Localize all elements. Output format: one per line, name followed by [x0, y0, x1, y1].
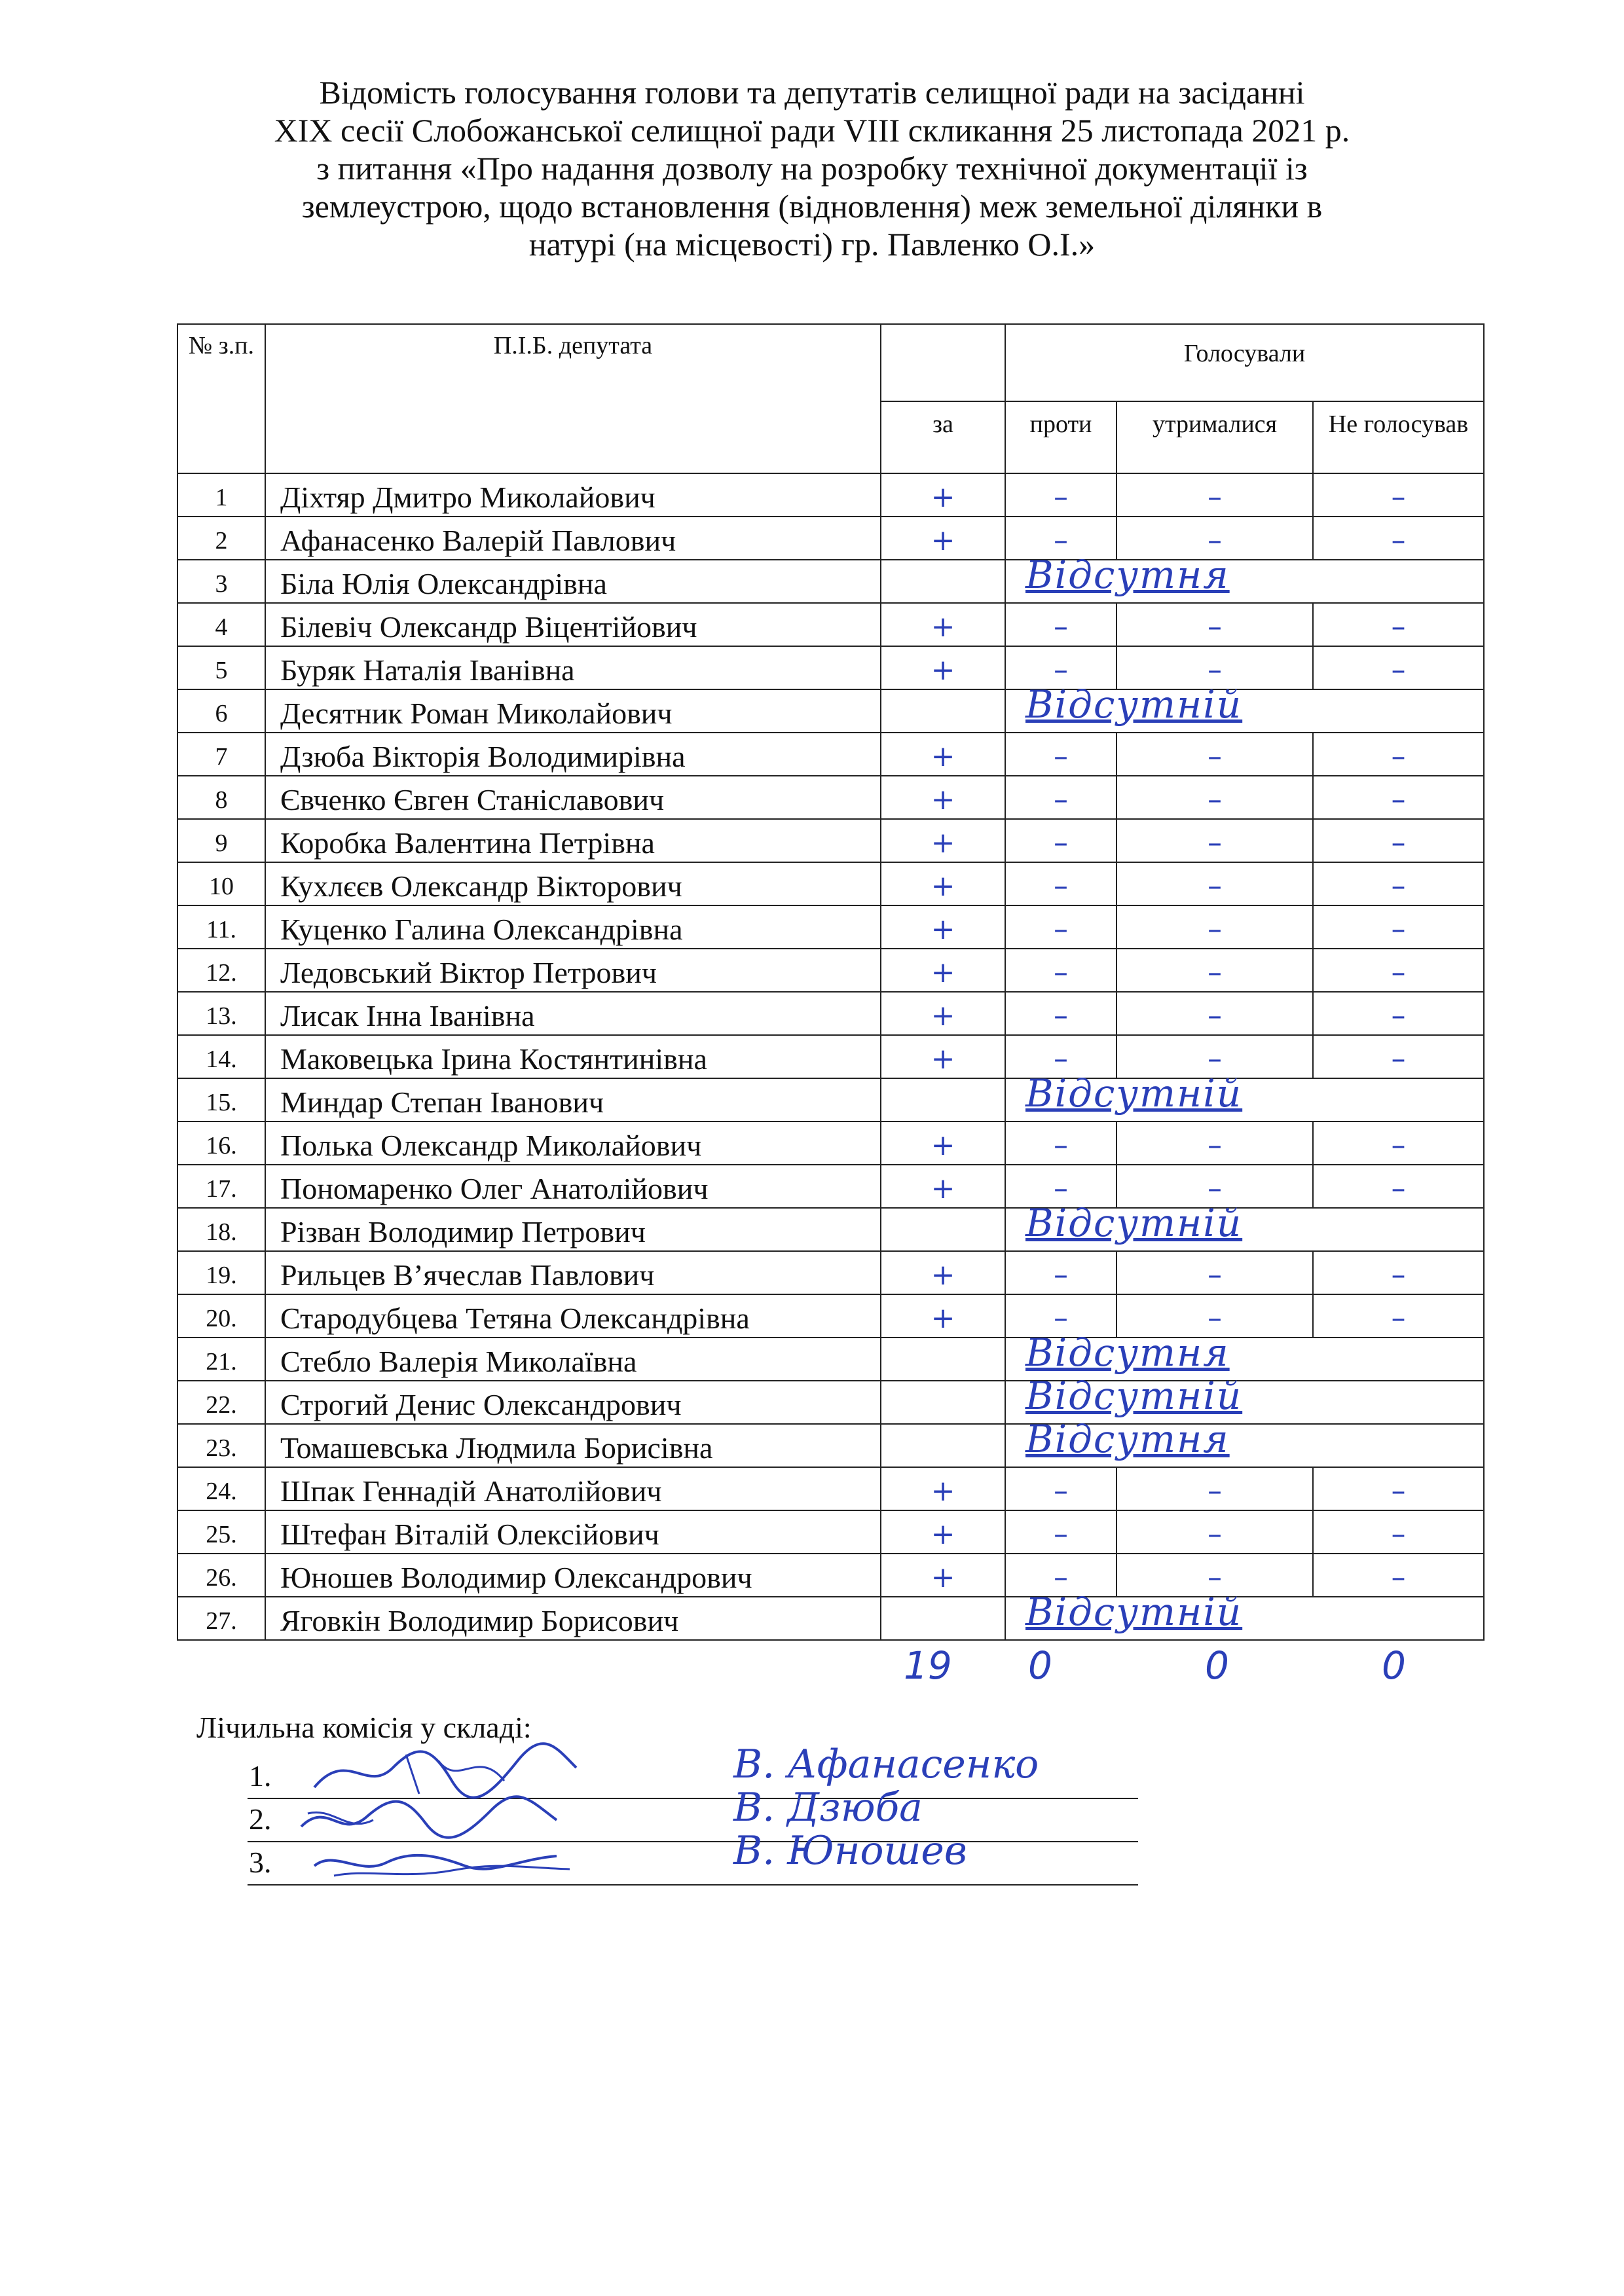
table-row [177, 905, 1484, 949]
absent-handwritten-note: Відсутня [1025, 1330, 1230, 1375]
deputy-name: Строгий Денис Олександрович [265, 1381, 881, 1424]
document-title [157, 73, 1467, 263]
title-line: землеустрою, щодо встановлення (відновлення) меж земельної ділянки в [301, 188, 1323, 225]
deputy-name: Стебло Валерія Миколаївна [265, 1338, 881, 1381]
absent-cell [1005, 682, 1484, 733]
header-did-not-vote: Не голосував [1313, 401, 1484, 473]
row-number: 14. [177, 1035, 265, 1078]
vote-for-mark: + [881, 473, 1005, 517]
vote-for-cell [881, 1338, 1005, 1381]
deputy-name: Яговкін Володимир Борисович [265, 1597, 881, 1640]
vote-against-mark: – [1005, 646, 1116, 689]
vote-abstained-mark: – [1116, 992, 1313, 1035]
table-row [177, 1078, 1484, 1121]
vote-for-mark: + [881, 776, 1005, 819]
row-number: 16. [177, 1121, 265, 1165]
row-number: 19. [177, 1251, 265, 1294]
deputy-name: Томашевська Людмила Борисівна [265, 1424, 881, 1467]
vote-against-mark: – [1005, 1510, 1116, 1554]
total-did-not-vote: 0 [1382, 1643, 1406, 1688]
deputy-name: Буряк Наталія Іванівна [265, 646, 881, 689]
deputy-name: Куценко Галина Олександрівна [265, 905, 881, 949]
table-row [177, 992, 1484, 1035]
row-number: 4 [177, 603, 265, 646]
table-row [177, 689, 1484, 733]
signature-number: 1. [249, 1759, 272, 1793]
vote-for-cell [881, 1381, 1005, 1424]
signature-name: В. Дзюба [733, 1785, 923, 1831]
row-number: 2 [177, 517, 265, 560]
row-number: 5 [177, 646, 265, 689]
table-row [177, 1035, 1484, 1078]
table-row [177, 473, 1484, 517]
vote-for-mark: + [881, 1165, 1005, 1208]
vote-not-voted-mark: – [1313, 1251, 1484, 1294]
vote-not-voted-mark: – [1313, 1294, 1484, 1338]
vote-for-mark: + [881, 646, 1005, 689]
voting-table [177, 323, 1485, 1641]
vote-for-mark: + [881, 1467, 1005, 1510]
vote-not-voted-mark: – [1313, 603, 1484, 646]
vote-not-voted-mark: – [1313, 992, 1484, 1035]
vote-against-mark: – [1005, 1294, 1116, 1338]
vote-abstained-mark: – [1116, 1467, 1313, 1510]
vote-against-mark: – [1005, 517, 1116, 560]
row-number: 22. [177, 1381, 265, 1424]
vote-for-cell [881, 1078, 1005, 1121]
total-for: 19 [904, 1643, 952, 1688]
table-row [177, 560, 1484, 603]
total-abstained: 0 [1205, 1643, 1229, 1688]
table-row [177, 733, 1484, 776]
row-number: 11. [177, 905, 265, 949]
vote-against-mark: – [1005, 992, 1116, 1035]
vote-not-voted-mark: – [1313, 1467, 1484, 1510]
row-number: 15. [177, 1078, 265, 1121]
absent-cell [1005, 553, 1484, 603]
row-number: 12. [177, 949, 265, 992]
vote-abstained-mark: – [1116, 517, 1313, 560]
table-row [177, 949, 1484, 992]
deputy-name: Пономаренко Олег Анатолійович [265, 1165, 881, 1208]
vote-not-voted-mark: – [1313, 1121, 1484, 1165]
total-against: 0 [1028, 1643, 1052, 1688]
vote-for-mark: + [881, 992, 1005, 1035]
vote-not-voted-mark: – [1313, 776, 1484, 819]
vote-for-cell [881, 1208, 1005, 1251]
vote-not-voted-mark: – [1313, 949, 1484, 992]
absent-handwritten-note: Відсутній [1025, 1374, 1243, 1418]
vote-not-voted-mark: – [1313, 733, 1484, 776]
absent-handwritten-note: Відсутній [1025, 1201, 1243, 1245]
vote-abstained-mark: – [1116, 1251, 1313, 1294]
row-number: 8 [177, 776, 265, 819]
row-number: 3 [177, 560, 265, 603]
title-line: XIX сесії Слобожанської селищної ради VIII скликання 25 листопада 2021 р. [274, 112, 1350, 149]
header-for: за [881, 401, 1005, 473]
row-number: 21. [177, 1338, 265, 1381]
vote-for-mark: + [881, 1510, 1005, 1554]
vote-for-cell [881, 1424, 1005, 1467]
row-number: 20. [177, 1294, 265, 1338]
row-number: 13. [177, 992, 265, 1035]
row-number: 27. [177, 1597, 265, 1640]
table-row [177, 517, 1484, 560]
absent-cell [1005, 1201, 1484, 1251]
table-row [177, 1467, 1484, 1510]
vote-not-voted-mark: – [1313, 1510, 1484, 1554]
vote-against-mark: – [1005, 949, 1116, 992]
vote-for-mark: + [881, 733, 1005, 776]
vote-for-mark: + [881, 862, 1005, 905]
vote-abstained-mark: – [1116, 776, 1313, 819]
signature-number: 3. [249, 1846, 272, 1879]
table-row [177, 1165, 1484, 1208]
table-row [177, 646, 1484, 689]
header-against: проти [1005, 401, 1116, 473]
row-number: 1 [177, 473, 265, 517]
signature-number: 2. [249, 1802, 272, 1836]
absent-handwritten-note: Відсутній [1025, 682, 1243, 727]
table-row [177, 1121, 1484, 1165]
row-number: 7 [177, 733, 265, 776]
vote-abstained-mark: – [1116, 473, 1313, 517]
deputy-name: Різван Володимир Петрович [265, 1208, 881, 1251]
absent-handwritten-note: Відсутня [1025, 1417, 1230, 1461]
deputy-name: Десятник Роман Миколайович [265, 689, 881, 733]
vote-abstained-mark: – [1116, 905, 1313, 949]
row-number: 6 [177, 689, 265, 733]
absent-handwritten-note: Відсутня [1025, 553, 1230, 597]
vote-for-mark: + [881, 1251, 1005, 1294]
signature-scribble [308, 1830, 583, 1889]
deputy-name: Юношев Володимир Олександрович [265, 1554, 881, 1597]
vote-against-mark: – [1005, 819, 1116, 862]
absent-handwritten-note: Відсутній [1025, 1071, 1243, 1116]
vote-against-mark: – [1005, 473, 1116, 517]
commission-label: Лічильна комісія у складі: [196, 1711, 532, 1744]
absent-cell [1005, 1071, 1484, 1121]
deputy-name: Лисак Інна Іванівна [265, 992, 881, 1035]
vote-against-mark: – [1005, 1554, 1116, 1597]
header-abstained: утрималися [1116, 401, 1313, 473]
deputy-name: Стародубцева Тетяна Олександрівна [265, 1294, 881, 1338]
deputy-name: Афанасенко Валерій Павлович [265, 517, 881, 560]
deputy-name: Полька Олександр Миколайович [265, 1121, 881, 1165]
row-number: 10 [177, 862, 265, 905]
vote-abstained-mark: – [1116, 1165, 1313, 1208]
row-number: 9 [177, 819, 265, 862]
vote-abstained-mark: – [1116, 603, 1313, 646]
vote-not-voted-mark: – [1313, 1165, 1484, 1208]
deputy-name: Кухлєєв Олександр Вікторович [265, 862, 881, 905]
absent-cell [1005, 1590, 1484, 1640]
vote-abstained-mark: – [1116, 862, 1313, 905]
header-deputy-name: П.І.Б. депутата [265, 324, 881, 473]
vote-not-voted-mark: – [1313, 517, 1484, 560]
deputy-name: Коробка Валентина Петрівна [265, 819, 881, 862]
vote-against-mark: – [1005, 733, 1116, 776]
vote-abstained-mark: – [1116, 1554, 1313, 1597]
header-voted: Голосували [1005, 324, 1484, 401]
vote-for-cell [881, 1597, 1005, 1640]
vote-for-mark: + [881, 1294, 1005, 1338]
vote-abstained-mark: – [1116, 1035, 1313, 1078]
deputy-name: Діхтяр Дмитро Миколайович [265, 473, 881, 517]
vote-for-mark: + [881, 819, 1005, 862]
vote-abstained-mark: – [1116, 1294, 1313, 1338]
deputy-name: Рильцев В’ячеслав Павлович [265, 1251, 881, 1294]
row-number: 25. [177, 1510, 265, 1554]
vote-not-voted-mark: – [1313, 819, 1484, 862]
vote-not-voted-mark: – [1313, 1554, 1484, 1597]
vote-for-mark: + [881, 603, 1005, 646]
deputy-name: Маковецька Ірина Костянтинівна [265, 1035, 881, 1078]
vote-abstained-mark: – [1116, 949, 1313, 992]
vote-against-mark: – [1005, 776, 1116, 819]
vote-for-mark: + [881, 1121, 1005, 1165]
vote-for-cell [881, 689, 1005, 733]
table-row [177, 862, 1484, 905]
row-number: 17. [177, 1165, 265, 1208]
table-row [177, 1554, 1484, 1597]
header-number: № з.п. [177, 324, 265, 473]
header-blank [881, 324, 1005, 401]
table-row [177, 1424, 1484, 1467]
signature-name: В. Афанасенко [733, 1741, 1039, 1787]
deputy-name: Білевіч Олександр Віцентійович [265, 603, 881, 646]
deputy-name: Євченко Євген Станіславович [265, 776, 881, 819]
vote-abstained-mark: – [1116, 733, 1313, 776]
table-row [177, 1208, 1484, 1251]
vote-not-voted-mark: – [1313, 905, 1484, 949]
table-row [177, 819, 1484, 862]
deputy-name: Біла Юлія Олександрівна [265, 560, 881, 603]
vote-against-mark: – [1005, 1165, 1116, 1208]
vote-not-voted-mark: – [1313, 862, 1484, 905]
table-row [177, 1597, 1484, 1640]
vote-abstained-mark: – [1116, 1510, 1313, 1554]
table-row [177, 603, 1484, 646]
vote-for-mark: + [881, 517, 1005, 560]
deputy-name: Миндар Степан Іванович [265, 1078, 881, 1121]
row-number: 24. [177, 1467, 265, 1510]
deputy-name: Ледовський Віктор Петрович [265, 949, 881, 992]
signature-name: В. Юношев [733, 1828, 967, 1874]
vote-against-mark: – [1005, 1467, 1116, 1510]
row-number: 26. [177, 1554, 265, 1597]
title-line: з питання «Про надання дозволу на розробку технічної документації із [316, 150, 1308, 187]
table-row [177, 776, 1484, 819]
vote-against-mark: – [1005, 1121, 1116, 1165]
deputy-name: Штефан Віталій Олексійович [265, 1510, 881, 1554]
vote-for-mark: + [881, 1035, 1005, 1078]
vote-against-mark: – [1005, 1035, 1116, 1078]
absent-handwritten-note: Відсутній [1025, 1590, 1243, 1634]
vote-abstained-mark: – [1116, 819, 1313, 862]
vote-for-mark: + [881, 1554, 1005, 1597]
table-row [177, 1294, 1484, 1338]
deputy-name: Дзюба Вікторія Володимирівна [265, 733, 881, 776]
vote-abstained-mark: – [1116, 1121, 1313, 1165]
vote-not-voted-mark: – [1313, 1035, 1484, 1078]
vote-against-mark: – [1005, 862, 1116, 905]
table-row [177, 1381, 1484, 1424]
table-row [177, 1251, 1484, 1294]
vote-against-mark: – [1005, 905, 1116, 949]
table-row [177, 1338, 1484, 1381]
vote-for-mark: + [881, 949, 1005, 992]
title-line: Відомість голосування голови та депутатів селищної ради на засіданні [319, 74, 1305, 111]
absent-cell [1005, 1417, 1484, 1467]
vote-not-voted-mark: – [1313, 646, 1484, 689]
title-line: натурі (на місцевості) гр. Павленко О.І.» [528, 226, 1096, 263]
vote-for-cell [881, 560, 1005, 603]
table-row [177, 1510, 1484, 1554]
row-number: 23. [177, 1424, 265, 1467]
vote-abstained-mark: – [1116, 646, 1313, 689]
row-number: 18. [177, 1208, 265, 1251]
vote-for-mark: + [881, 905, 1005, 949]
deputy-name: Шпак Геннадій Анатолійович [265, 1467, 881, 1510]
vote-against-mark: – [1005, 603, 1116, 646]
vote-against-mark: – [1005, 1251, 1116, 1294]
vote-not-voted-mark: – [1313, 473, 1484, 517]
